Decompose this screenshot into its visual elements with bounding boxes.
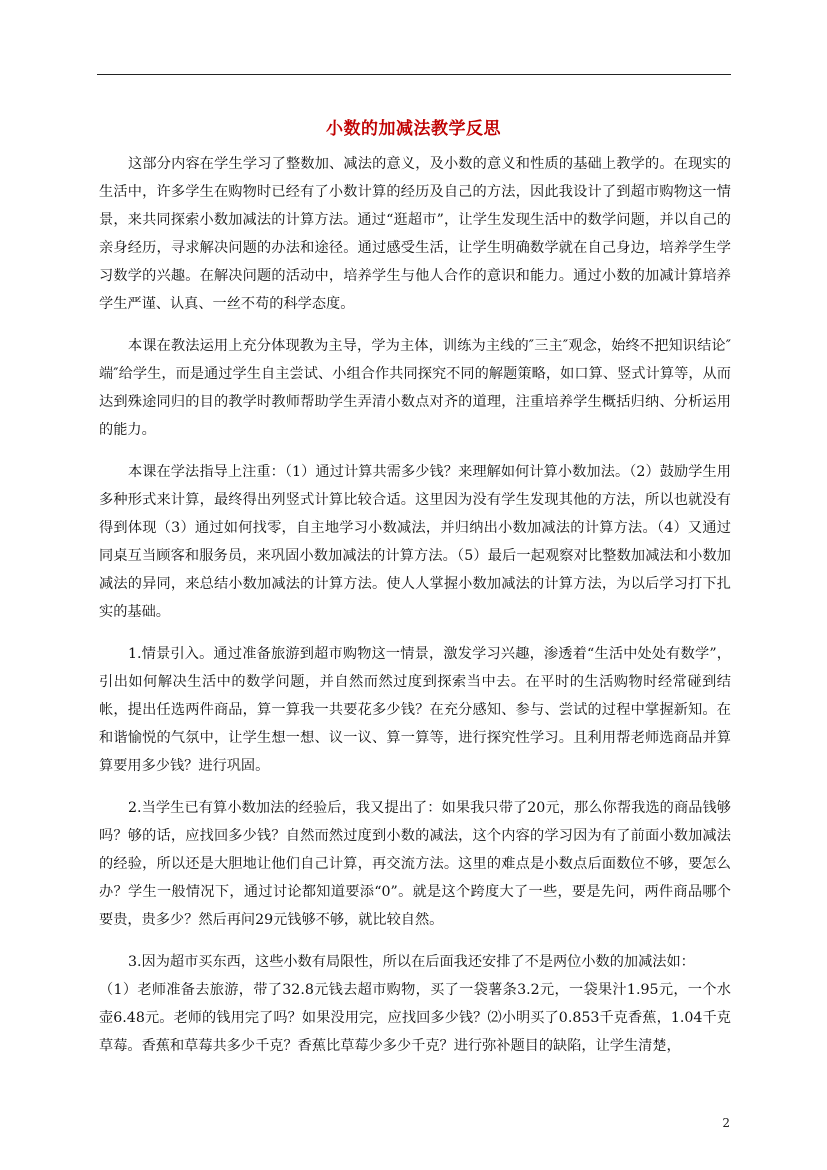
paragraph-learning-guidance: 本课在学法指导上注重：（1）通过计算共需多少钱？来理解如何计算小数加法。（2）鼓励学生用多种形式来计算，最终得出列竖式计算比较合适。这里因为没有学生发现其他的方法，所以也就没有得到体现（3）通过如何找零，自主地学习小数减法，并归纳出小数加减法的计算方法。（4）又通过同桌互当顾客和服务员，来巩固小数加减法的计算方法。（5）最后一起观察对比整数加减法和小数加减法的异同，来总结小数加减法的计算方法。使人人掌握小数加减法的计算方法，为以后学习打下扎实的基础。 <box>99 464 731 620</box>
paragraph-intro: 这部分内容在学生学习了整数加、减法的意义，及小数的意义和性质的基础上教学的。在现实的生活中，许多学生在购物时已经有了小数计算的经历及自己的方法，因此我设计了到超市购物这一情景，来共同探索小数加减法的计算方法。通过“逛超市”，让学生发现生活中的数学问题，并以自己的亲身经历，寻求解决问题的办法和途径。通过感受生活，让学生明确数学就在自己身边，培养学生学习数学的兴趣。在解决问题的活动中，培养学生与他人合作的意识和能力。通过小数的加减计算培养学生严谨、认真、一丝不苟的科学态度。 <box>99 156 731 312</box>
page-number: 2 <box>722 1116 730 1130</box>
paragraph-point-1: 1.情景引入。通过准备旅游到超市购物这一情景，激发学习兴趣，渗透着“生活中处处有数学”，引出如何解决生活中的数学问题，并自然而然过度到探索当中去。在平时的生活购物时经常碰到结帐，提出任选两件商品，算一算我一共要花多少钱？在充分感知、参与、尝试的过程中掌握新知。在和谐愉悦的气氛中，让学生想一想、议一议、算一算等，进行探究性学习。且利用帮老师选商品并算算要用多少钱？进行巩固。 <box>99 646 731 774</box>
page-title: 小数的加减法教学反思 <box>326 119 501 139</box>
paragraph-point-3-examples: （1）老师准备去旅游，带了32.8元钱去超市购物，买了一袋薯条3.2元，一袋果汁1.95元，一个水壶6.48元。老师的钱用完了吗？如果没用完，应找回多少钱？⑵小明买了0.853千克香蕉，1.04千克草莓。香蕉和草莓共多少千克？香蕉比草莓少多少千克？进行弥补题目的缺陷，让学生清楚， <box>99 982 731 1054</box>
header-rule <box>97 74 731 75</box>
paragraph-point-2: 2.当学生已有算小数加法的经验后，我又提出了：如果我只带了20元，那么你帮我选的商品钱够吗？够的话，应找回多少钱？自然而然过度到小数的减法，这个内容的学习因为有了前面小数加减法的经验，所以还是大胆地让他们自己计算，再交流方法。这里的难点是小数点后面数位不够，要怎么办？学生一般情况下，通过讨论都知道要添“0”。就是这个跨度大了一些，要是先问，两件商品哪个要贵，贵多少？然后再问29元钱够不够，就比较自然。 <box>99 800 731 928</box>
paragraph-point-3: 3.因为超市买东西，这些小数有局限性，所以在后面我还安排了不是两位小数的加减法如： <box>128 954 695 970</box>
document-body <box>99 150 731 1060</box>
paragraph-teaching-method: 本课在教法运用上充分体现教为主导，学为主体，训练为主线的″三主″观念，始终不把知识结论″端″给学生，而是通过学生自主尝试、小组合作共同探究不同的解题策略，如口算、竖式计算等，从而达到殊途同归的目的教学时教师帮助学生弄清小数点对齐的道理，注重培养学生概括归纳、分析运用的能力。 <box>99 338 731 438</box>
